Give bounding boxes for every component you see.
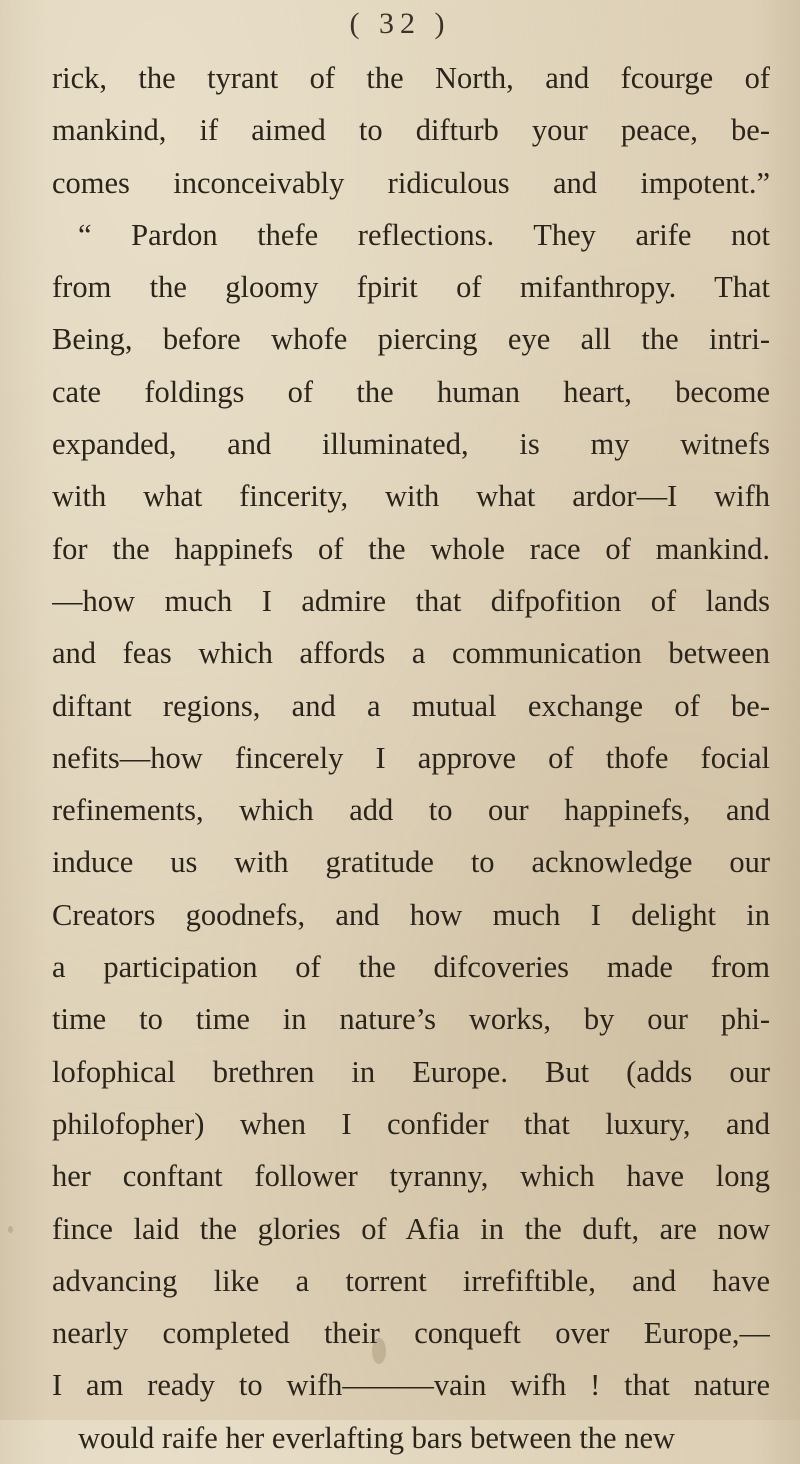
text-line: mankind, if aimed to difturb your peace, be-	[52, 113, 770, 148]
text-line: comes inconceivably ridiculous and impotent.”	[52, 165, 770, 200]
text-line: and feas which affords a communication between	[52, 636, 770, 671]
text-line: philofopher) when I confider that luxury, and	[52, 1106, 770, 1141]
text-line: with what fincerity, with what ardor—I wifh	[52, 479, 770, 514]
text-line: a participation of the difcoveries made from	[52, 950, 770, 985]
text-line: nefits—how fincerely I approve of thofe focial	[52, 740, 770, 775]
text-line: her conftant follower tyranny, which have long	[52, 1159, 770, 1194]
body-text	[52, 52, 770, 1464]
text-line: for the happinefs of the whole race of mankind.	[52, 531, 770, 566]
text-line: lofophical brethren in Europe. But (adds our	[52, 1054, 770, 1089]
text-line: nearly completed their conqueft over Europe,—	[52, 1316, 770, 1351]
text-line: rick, the tyrant of the North, and fcourge of	[52, 61, 770, 95]
text-line: Creators goodnefs, and how much I delight in	[52, 897, 770, 932]
text-line: “ Pardon thefe reflections. They arife not	[78, 217, 770, 252]
text-line: cate foldings of the human heart, become	[52, 374, 770, 409]
text-line: expanded, and illuminated, is my witnefs	[52, 427, 770, 462]
text-line: time to time in nature’s works, by our phi-	[52, 1002, 770, 1037]
text-line: diftant regions, and a mutual exchange of be-	[52, 688, 770, 723]
text-line: induce us with gratitude to acknowledge our	[52, 845, 770, 880]
text-line: I am ready to wifh———vain wifh ! that nature	[52, 1368, 770, 1403]
text-line: would raife her everlafting bars between the new	[78, 1420, 676, 1455]
text-line: —how much I admire that difpofition of lands	[52, 583, 770, 618]
paper-stain	[8, 1226, 13, 1233]
text-line: refinements, which add to our happinefs, and	[52, 793, 770, 828]
text-line: fince laid the glories of Afia in the duft, are now	[52, 1211, 770, 1246]
text-line: advancing like a torrent irrefiftible, and have	[52, 1263, 770, 1298]
page-number: ( 32 )	[349, 7, 451, 40]
text-line: Being, before whofe piercing eye all the intri-	[52, 322, 770, 357]
text-line: from the gloomy fpirit of mifanthropy. That	[52, 270, 770, 305]
